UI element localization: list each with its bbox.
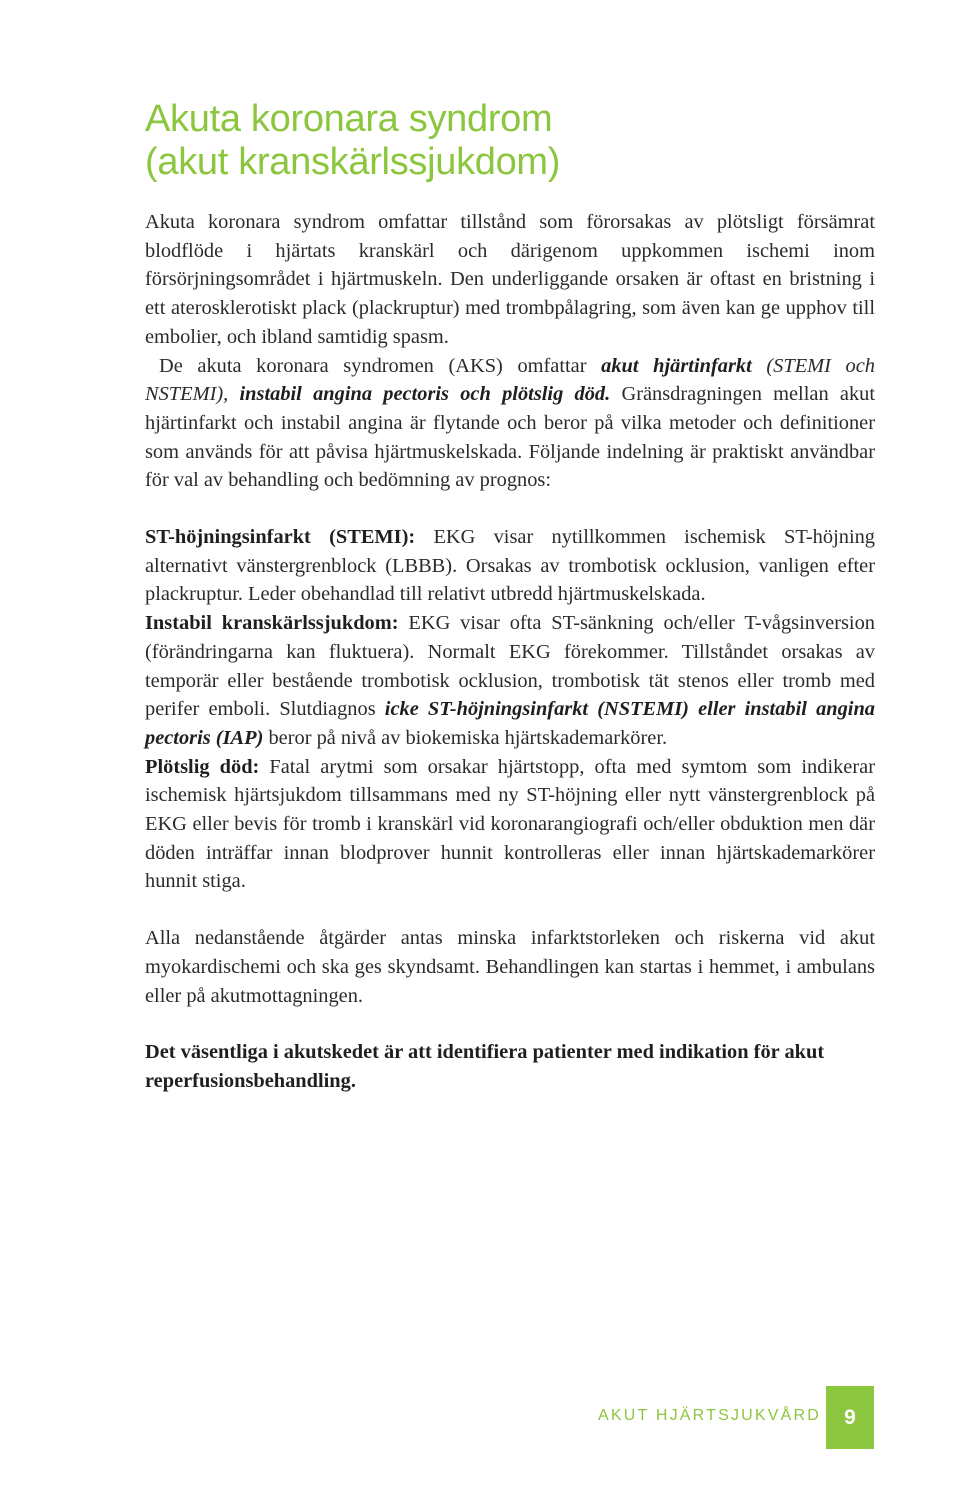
page-number: 9 xyxy=(844,1405,856,1429)
aks-term-death: plötslig död. xyxy=(502,383,611,406)
definition-term: Instabil kranskärlssjukdom: xyxy=(145,612,399,635)
definition-text: EKG visar nytillkommen ischemisk ST-höjning alternativt vänstergrenblock (LBBB). Orsakas av trombotisk ocklusion, vanligen efter plackruptur. Leder obehandlad till relativt utbredd hjärtmuskelskada. xyxy=(145,526,875,606)
aks-paragraph xyxy=(145,352,875,496)
intro-paragraph: Akuta koronara syndrom omfattar tillstånd som förorsakas av plötsligt försämrat blodflöde i hjärtats kranskärl och därigenom uppkommen ischemi inom försörjningsområdet i hjärtmuskeln. Den underliggande orsaken är oftast en bristning i ett aterosklerotiskt plack (plackruptur) med trombpålagring, som även kan ge upphov till embolier, och ibland samtidig spasm. xyxy=(145,211,875,348)
aks-term-iap: instabil angina pectoris xyxy=(239,383,449,406)
definition-text: Fatal arytmi som orsakar hjärtstopp, ofta med symtom som indikerar ischemisk hjärtsjukdom tillsammans med ny ST-höjning eller nytt vänstergrenblock på EKG eller bevis för tromb i kranskärl vid koronarangiografi och/eller obduktion men där döden inträffar innan blodprover hunnit kontrolleras eller innan hjärtskademarkörer hunnit stiga. xyxy=(145,755,875,893)
page-title xyxy=(145,98,875,184)
spacer xyxy=(145,1010,875,1038)
title-line-2: (akut kranskärlssjukdom) xyxy=(145,141,561,183)
section-label: AKUT HJÄRTSJUKVÅRD xyxy=(598,1407,822,1424)
definition-iap xyxy=(145,609,875,753)
page-number-box xyxy=(826,1386,874,1449)
running-footer xyxy=(598,1384,821,1448)
definition-stemi xyxy=(145,523,875,609)
aks-term-stemi: (STEMI och NSTEMI), xyxy=(145,354,875,406)
article-body xyxy=(145,208,875,1096)
definition-text-end: beror på nivå av biokemiska hjärtskademarkörer. xyxy=(263,726,668,749)
aks-text-end: Gränsdragningen mellan akut hjärtinfarkt och instabil angina är flytande och beror på vilka metoder och definitioner som används för att påvisa hjärtmuskelskada. Följande indelning är praktiskt användbar för val av behandling och bedömning av prognos: xyxy=(145,383,875,492)
definition-em-icke: icke xyxy=(384,698,419,721)
aks-term-mi: akut hjärtinfarkt xyxy=(601,354,752,377)
spacer xyxy=(145,896,875,924)
page-content xyxy=(145,98,875,1096)
definition-sudden-death xyxy=(145,753,875,897)
definition-em-diagnosis: ST-höjningsinfarkt (NSTEMI) eller instabil angina pectoris (IAP) xyxy=(145,698,876,749)
measures-paragraph: Alla nedanstående åtgärder antas minska infarktstorleken och riskerna vid akut myokardischemi och ska ges skyndsamt. Behandlingen kan startas i hemmet, i ambulans eller på akutmottagningen. xyxy=(145,927,875,1007)
definition-text: EKG visar ofta ST-sänkning och/eller T-vågsinversion (förändringarna kan fluktuera). Normalt EKG förekommer. Tillståndet orsakas av temporär eller bestående trombotisk ocklusion, trombotisk tät stenos eller tromb med perifer emboli. Slutdiagnos xyxy=(145,612,875,721)
definition-term: ST-höjningsinfarkt (STEMI): xyxy=(145,526,416,549)
aks-text-start: De akuta koronara syndromen (AKS) omfattar xyxy=(159,354,602,377)
closing-statement: Det väsentliga i akutskedet är att identifiera patienter med indikation för akut reperfusionsbehandling. xyxy=(145,1041,825,1092)
definition-term: Plötslig död: xyxy=(145,755,260,778)
aks-term-och: och xyxy=(448,383,503,406)
title-line-1: Akuta koronara syndrom xyxy=(145,98,553,140)
spacer xyxy=(145,495,875,523)
